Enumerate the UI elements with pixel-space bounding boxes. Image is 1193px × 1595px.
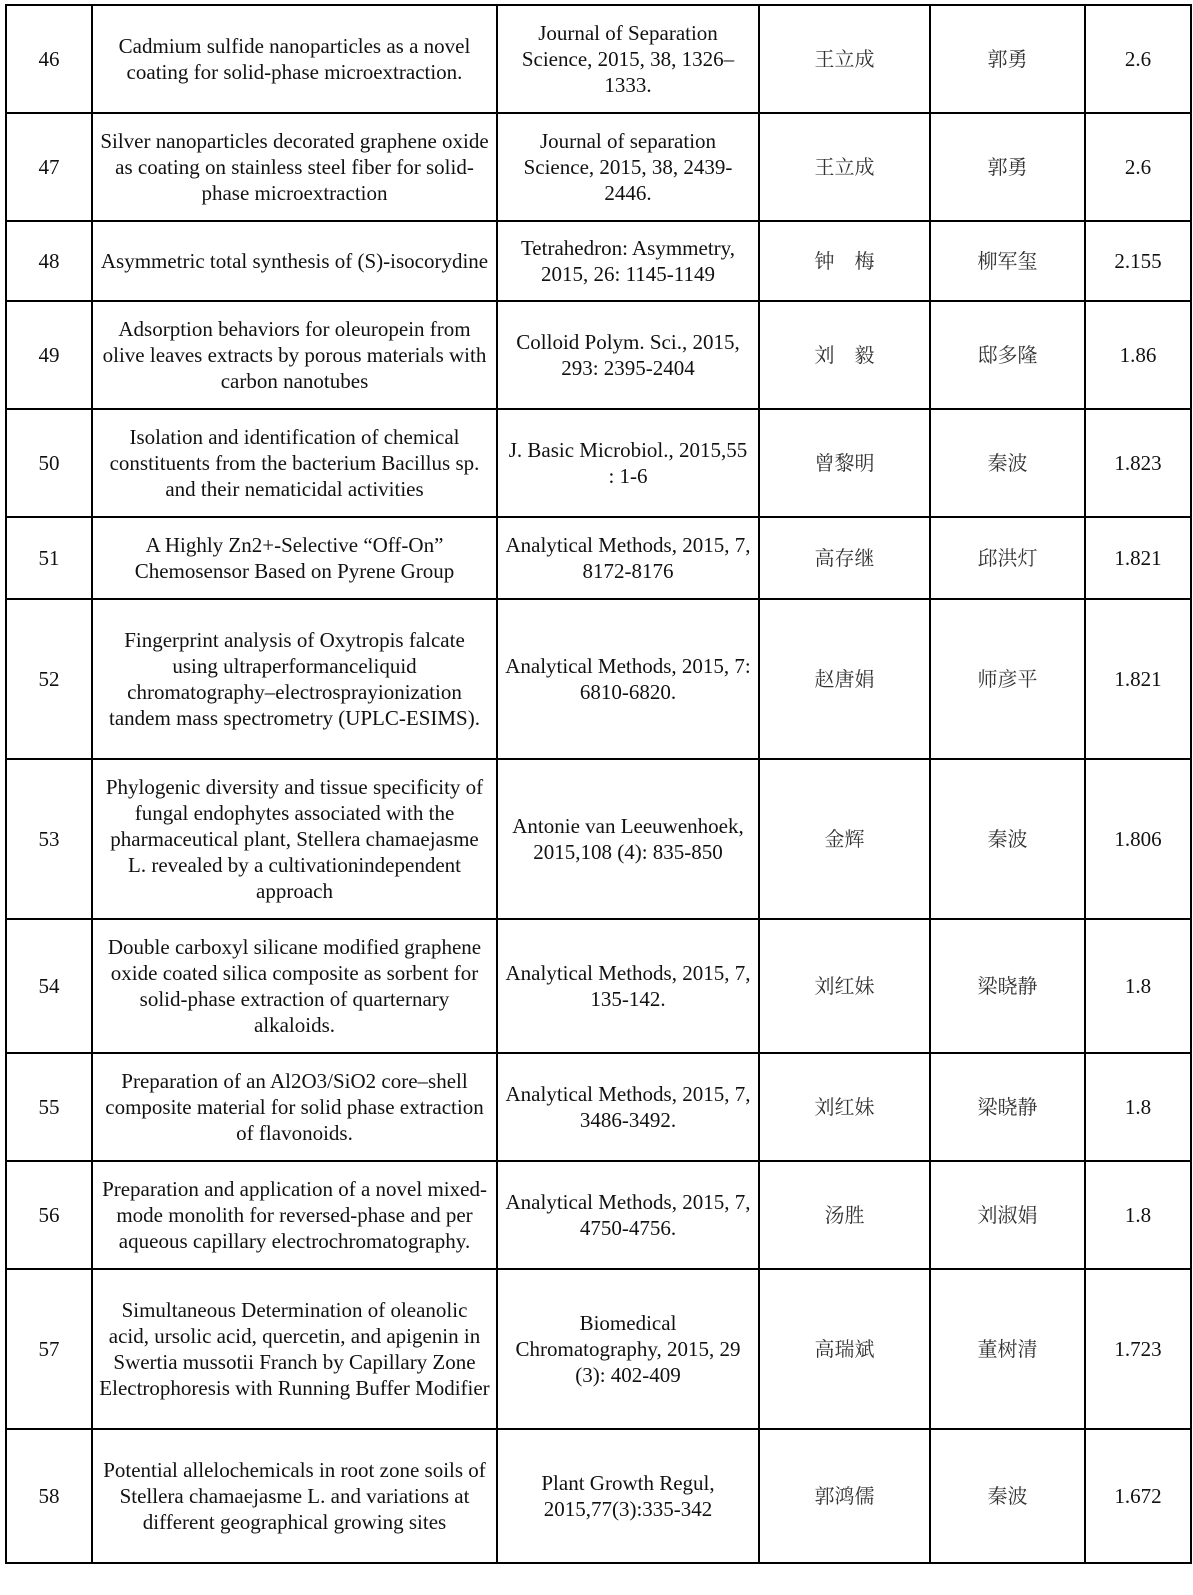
journal-citation: Biomedical Chromatography, 2015, 29 (3): 402-409 [497,1269,759,1429]
first-author: 汤胜 [759,1161,930,1269]
table-row [6,1429,1191,1563]
row-number: 46 [6,5,92,113]
row-number: 56 [6,1161,92,1269]
paper-title: Preparation of an Al2O3/SiO2 core–shell composite material for solid phase extraction of flavonoids. [92,1053,497,1161]
corresponding-author: 郭勇 [930,113,1085,221]
table-row [6,5,1191,113]
corresponding-author: 邱洪灯 [930,517,1085,599]
journal-citation: Analytical Methods, 2015, 7, 4750-4756. [497,1161,759,1269]
first-author: 高存继 [759,517,930,599]
paper-title: Phylogenic diversity and tissue specificity of fungal endophytes associated with the pharmaceutical plant, Stellera chamaejasme L. revealed by a cultivationindependent approach [92,759,497,919]
table-row [6,1161,1191,1269]
impact-factor: 1.806 [1085,759,1191,919]
paper-title: Fingerprint analysis of Oxytropis falcate using ultraperformanceliquid chromatography–electrosprayionization tandem mass spectrometry (UPLC-ESIMS). [92,599,497,759]
corresponding-author: 秦波 [930,759,1085,919]
journal-citation: Analytical Methods, 2015, 7, 135-142. [497,919,759,1053]
corresponding-author: 梁晓静 [930,919,1085,1053]
first-author: 郭鸿儒 [759,1429,930,1563]
first-author: 金辉 [759,759,930,919]
table-row [6,113,1191,221]
journal-citation: Tetrahedron: Asymmetry, 2015, 26: 1145-1149 [497,221,759,301]
impact-factor: 1.8 [1085,919,1191,1053]
table-row [6,409,1191,517]
row-number: 58 [6,1429,92,1563]
table-row [6,1053,1191,1161]
paper-title: Double carboxyl silicane modified graphene oxide coated silica composite as sorbent for solid-phase extraction of quarternary alkaloids. [92,919,497,1053]
first-author: 王立成 [759,5,930,113]
paper-title: Cadmium sulfide nanoparticles as a novel coating for solid-phase microextraction. [92,5,497,113]
corresponding-author: 刘淑娟 [930,1161,1085,1269]
journal-citation: Analytical Methods, 2015, 7, 8172-8176 [497,517,759,599]
first-author: 刘红妹 [759,919,930,1053]
impact-factor: 1.8 [1085,1053,1191,1161]
paper-title: Asymmetric total synthesis of (S)-isocorydine [92,221,497,301]
corresponding-author: 秦波 [930,1429,1085,1563]
impact-factor: 1.86 [1085,301,1191,409]
paper-title: A Highly Zn2+-Selective “Off-On” Chemosensor Based on Pyrene Group [92,517,497,599]
impact-factor: 1.823 [1085,409,1191,517]
impact-factor: 2.6 [1085,113,1191,221]
impact-factor: 1.723 [1085,1269,1191,1429]
impact-factor: 1.672 [1085,1429,1191,1563]
journal-citation: Analytical Methods, 2015, 7, 3486-3492. [497,1053,759,1161]
row-number: 52 [6,599,92,759]
first-author: 刘 毅 [759,301,930,409]
row-number: 51 [6,517,92,599]
paper-title: Adsorption behaviors for oleuropein from olive leaves extracts by porous materials with carbon nanotubes [92,301,497,409]
corresponding-author: 董树清 [930,1269,1085,1429]
impact-factor: 1.821 [1085,599,1191,759]
corresponding-author: 邸多隆 [930,301,1085,409]
table-row [6,919,1191,1053]
corresponding-author: 郭勇 [930,5,1085,113]
table-body [6,5,1191,1563]
table-row [6,221,1191,301]
corresponding-author: 师彦平 [930,599,1085,759]
table-row [6,759,1191,919]
table-row [6,301,1191,409]
journal-citation: Journal of separation Science, 2015, 38, 2439-2446. [497,113,759,221]
paper-title: Preparation and application of a novel mixed-mode monolith for reversed-phase and per aqueous capillary electrochromatography. [92,1161,497,1269]
row-number: 47 [6,113,92,221]
corresponding-author: 秦波 [930,409,1085,517]
journal-citation: Colloid Polym. Sci., 2015, 293: 2395-2404 [497,301,759,409]
table-row [6,1269,1191,1429]
row-number: 48 [6,221,92,301]
journal-citation: Journal of Separation Science, 2015, 38, 1326–1333. [497,5,759,113]
impact-factor: 2.6 [1085,5,1191,113]
impact-factor: 2.155 [1085,221,1191,301]
first-author: 赵唐娟 [759,599,930,759]
first-author: 曾黎明 [759,409,930,517]
first-author: 王立成 [759,113,930,221]
first-author: 高瑞斌 [759,1269,930,1429]
table-row [6,599,1191,759]
journal-citation: Antonie van Leeuwenhoek, 2015,108 (4): 835-850 [497,759,759,919]
journal-citation: Analytical Methods, 2015, 7: 6810-6820. [497,599,759,759]
journal-citation: J. Basic Microbiol., 2015,55 : 1-6 [497,409,759,517]
paper-title: Isolation and identification of chemical constituents from the bacterium Bacillus sp. and their nematicidal activities [92,409,497,517]
impact-factor: 1.8 [1085,1161,1191,1269]
row-number: 50 [6,409,92,517]
paper-title: Silver nanoparticles decorated graphene oxide as coating on stainless steel fiber for solid-phase microextraction [92,113,497,221]
row-number: 53 [6,759,92,919]
corresponding-author: 柳军玺 [930,221,1085,301]
paper-title: Potential allelochemicals in root zone soils of Stellera chamaejasme L. and variations at different geographical growing sites [92,1429,497,1563]
row-number: 55 [6,1053,92,1161]
row-number: 57 [6,1269,92,1429]
first-author: 刘红妹 [759,1053,930,1161]
impact-factor: 1.821 [1085,517,1191,599]
paper-title: Simultaneous Determination of oleanolic acid, ursolic acid, quercetin, and apigenin in Swertia mussotii Franch by Capillary Zone Electrophoresis with Running Buffer Modifier [92,1269,497,1429]
table-row [6,517,1191,599]
journal-citation: Plant Growth Regul, 2015,77(3):335-342 [497,1429,759,1563]
row-number: 49 [6,301,92,409]
publications-table [5,4,1192,1564]
corresponding-author: 梁晓静 [930,1053,1085,1161]
first-author: 钟 梅 [759,221,930,301]
row-number: 54 [6,919,92,1053]
